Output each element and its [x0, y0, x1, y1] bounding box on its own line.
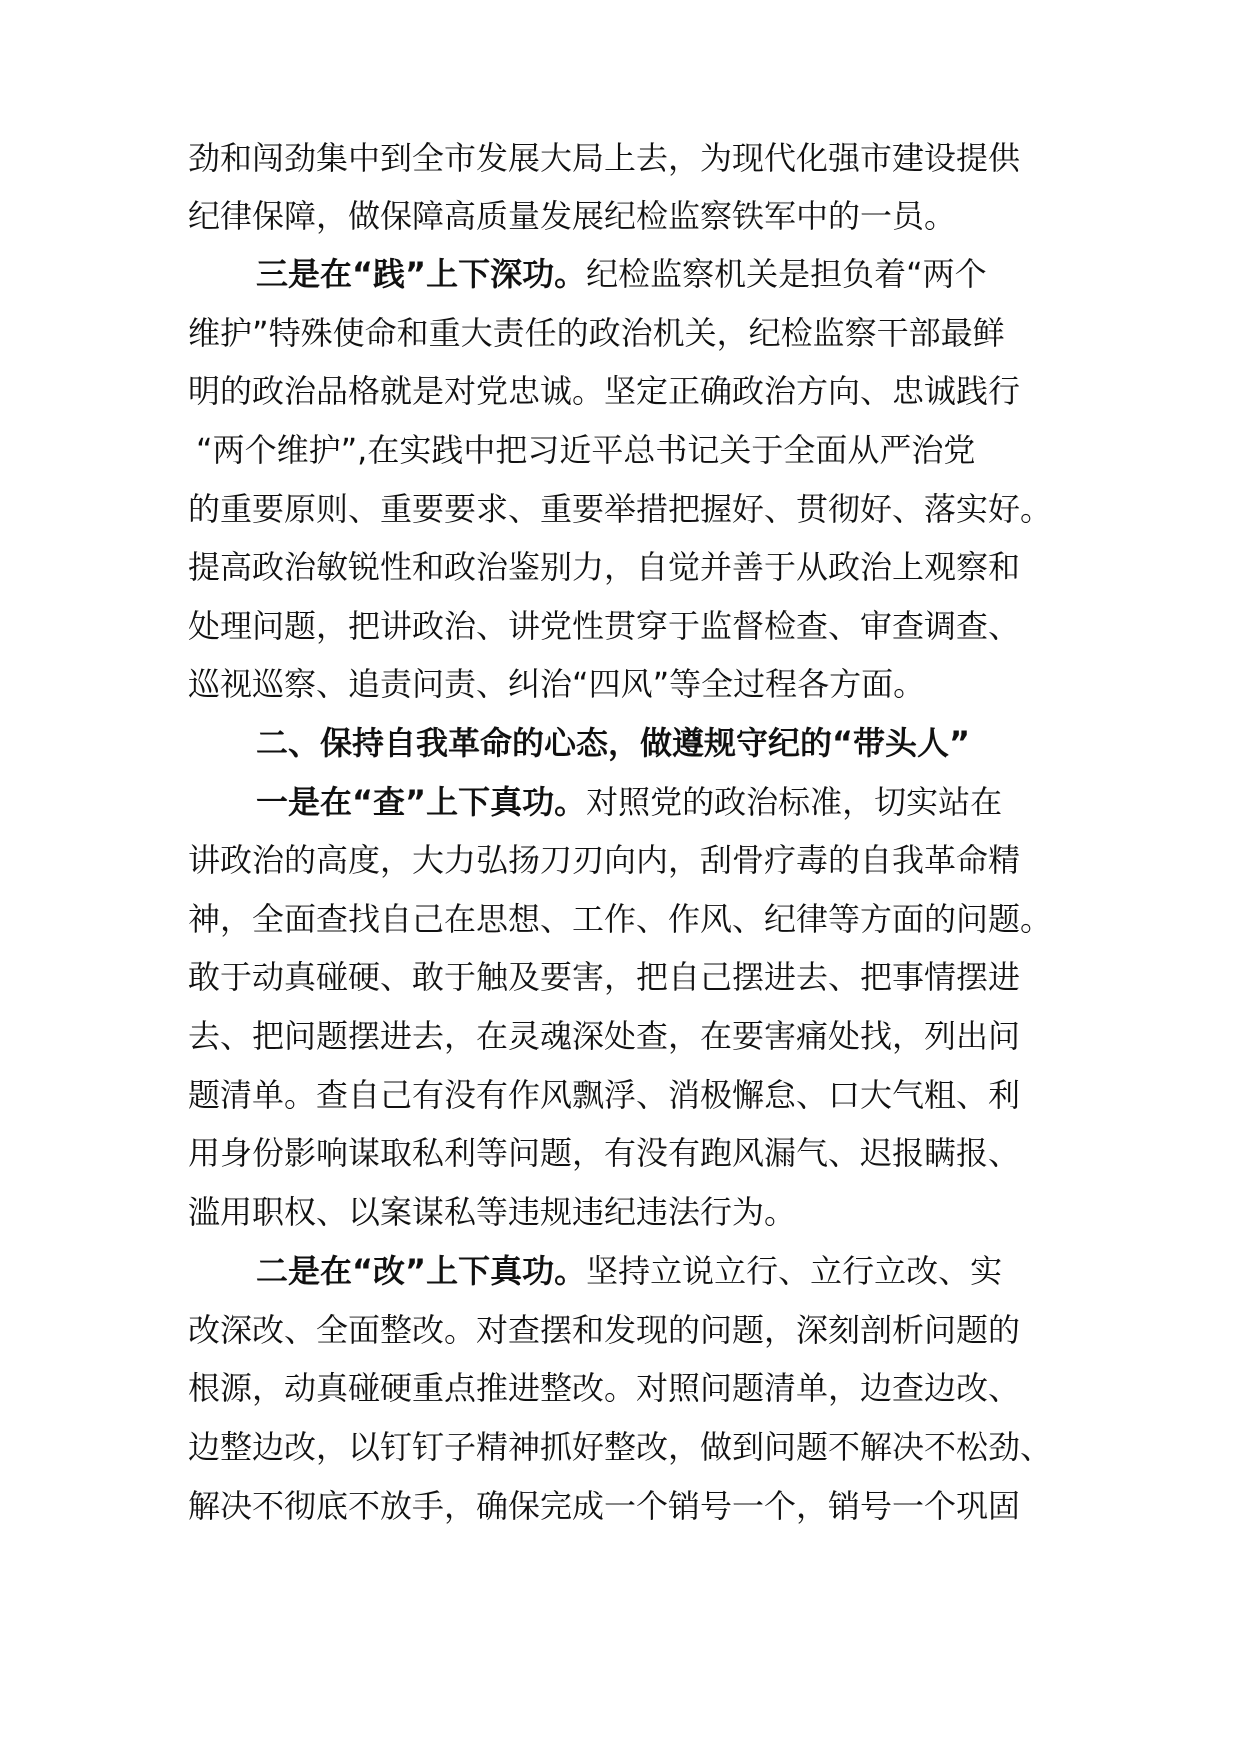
line-text: 滥用职权、以案谋私等违规违纪违法行为。	[188, 1193, 797, 1231]
body-line-10	[188, 664, 1068, 704]
body-line-4	[188, 313, 1068, 353]
body-line-1	[188, 138, 1068, 178]
line-text: 纪律保障，做保障高质量发展纪检监察铁军中的一员。	[188, 197, 957, 235]
line-text: 改深改、全面整改。对查摆和发现的问题，深刻剖析问题的	[188, 1311, 1021, 1349]
line-text: “两个维护”,在实践中把习近平总书记关于全面从严治党	[196, 431, 976, 469]
body-line-19	[188, 1192, 1068, 1232]
body-line-16	[188, 1016, 1068, 1056]
body-line-14	[188, 899, 1068, 939]
line-text: 巡视巡察、追责问责、纠治“四风”等全过程各方面。	[188, 665, 926, 703]
body-line-7	[188, 489, 1068, 529]
body-line-5	[188, 371, 1068, 411]
line-text: 根源，动真碰硬重点推进整改。对照问题清单，边查边改、	[188, 1369, 1021, 1407]
line-text: 解决不彻底不放手，确保完成一个销号一个，销号一个巩固	[188, 1487, 1021, 1525]
line-text: 神，全面查找自己在思想、工作、作风、纪律等方面的问题。	[188, 900, 1053, 938]
body-line-9	[188, 606, 1068, 646]
body-line-23	[188, 1427, 1068, 1467]
body-line-22	[188, 1368, 1068, 1408]
body-line-15	[188, 957, 1068, 997]
section-heading	[256, 723, 1136, 763]
line-text: 处理问题，把讲政治、讲党性贯穿于监督检查、审查调查、	[188, 607, 1021, 645]
line-text: 的重要原则、重要要求、重要举措把握好、贯彻好、落实好。	[188, 490, 1053, 528]
line-text: 维护”特殊使命和重大责任的政治机关，纪检监察干部最鲜	[188, 314, 1005, 352]
line-text: 对照党的政治标准，切实站在	[586, 783, 1003, 821]
section-heading-text: 二、保持自我革命的心态，做遵规守纪的“带头人”	[256, 724, 971, 762]
body-line-13	[188, 840, 1068, 880]
line-text: 讲政治的高度，大力弘扬刀刃向内，刮骨疗毒的自我革命精	[188, 841, 1021, 879]
subheading-line-20	[256, 1251, 1136, 1291]
body-line-18	[188, 1133, 1068, 1173]
body-line-6	[196, 430, 1076, 470]
subheading-text: 三是在“践”上下深功。	[256, 255, 587, 293]
line-text: 明的政治品格就是对党忠诚。坚定正确政治方向、忠诚践行	[188, 372, 1021, 410]
body-line-24	[188, 1486, 1068, 1526]
subheading-text: 一是在“查”上下真功。	[256, 783, 587, 821]
line-text: 提高政治敏锐性和政治鉴别力，自觉并善于从政治上观察和	[188, 548, 1021, 586]
body-line-21	[188, 1310, 1068, 1350]
subheading-line-12	[256, 782, 1136, 822]
line-text: 坚持立说立行、立行立改、实	[586, 1252, 1003, 1290]
line-text: 纪检监察机关是担负着“两个	[586, 255, 987, 293]
subheading-line-3	[256, 254, 1136, 294]
body-line-17	[188, 1075, 1068, 1115]
body-line-2	[188, 196, 1068, 236]
line-text: 题清单。查自己有没有作风飘浮、消极懈怠、口大气粗、利	[188, 1076, 1021, 1114]
body-line-8	[188, 547, 1068, 587]
line-text: 用身份影响谋取私利等问题，有没有跑风漏气、迟报瞒报、	[188, 1134, 1021, 1172]
line-text: 敢于动真碰硬、敢于触及要害，把自己摆进去、把事情摆进	[188, 958, 1021, 996]
subheading-text: 二是在“改”上下真功。	[256, 1252, 587, 1290]
line-text: 劲和闯劲集中到全市发展大局上去，为现代化强市建设提供	[188, 139, 1021, 177]
line-text: 边整边改，以钉钉子精神抓好整改，做到问题不解决不松劲、	[188, 1428, 1053, 1466]
line-text: 去、把问题摆进去，在灵魂深处查，在要害痛处找，列出问	[188, 1017, 1021, 1055]
